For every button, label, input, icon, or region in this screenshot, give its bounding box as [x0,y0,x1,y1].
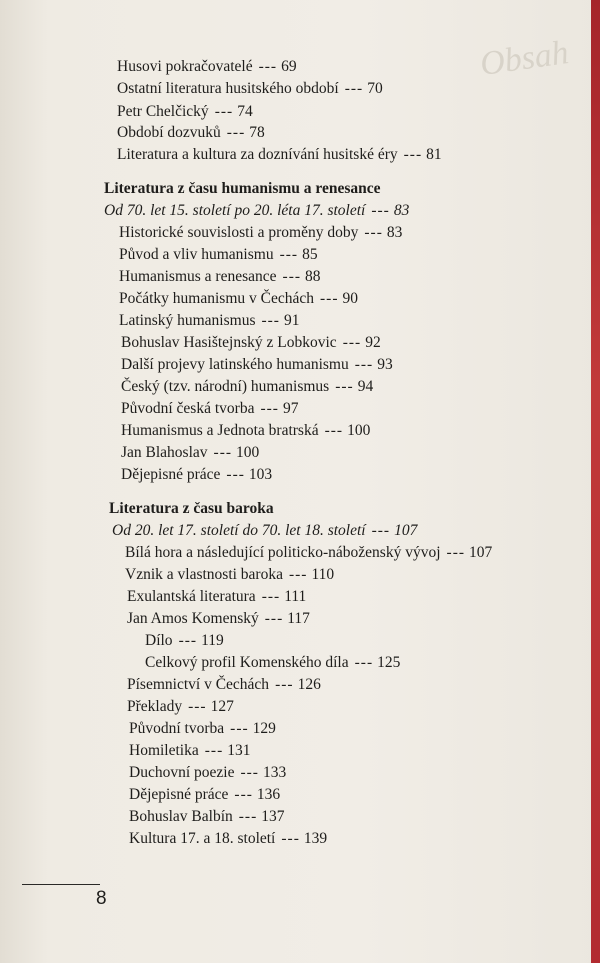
toc-leader: --- [264,610,284,627]
toc-entry [119,268,321,286]
toc-entry [145,632,224,650]
toc-leader: --- [320,290,339,307]
toc-section-heading [109,500,274,518]
toc-page-number: 131 [227,742,251,759]
toc-section-period [112,522,417,540]
toc-entry-title: Latinský humanismus [119,312,256,329]
toc-entry-title: Bohuslav Hasištejnský z Lobkovic [121,334,337,351]
toc-leader: --- [288,566,308,583]
toc-entry [121,422,370,440]
toc-entry-title: Období dozvuků [117,124,221,141]
toc-entry-title: Petr Chelčický [117,103,209,120]
toc-page-number: 110 [311,566,335,583]
toc-entry [121,356,393,374]
toc-entry-title: Literatura z času baroka [109,500,274,517]
toc-leader: --- [213,444,233,461]
toc-entry-title: Jan Amos Komenský [127,610,259,627]
toc-page-number: 107 [469,544,493,561]
toc-leader: --- [275,676,294,693]
toc-page-number: 117 [287,610,310,627]
toc-leader: --- [364,224,383,241]
toc-leader: --- [342,334,362,351]
toc-leader: --- [279,246,299,263]
toc-entry-title: Další projevy latinského humanismu [121,356,349,373]
toc-leader: --- [204,742,224,759]
toc-leader: --- [261,588,281,605]
toc-entry-title: Homiletika [129,742,199,759]
toc-entry [127,676,321,694]
toc-leader: --- [214,103,234,120]
toc-entry-title: Překlady [127,698,183,715]
toc-leader: --- [226,466,245,483]
toc-entry-title: Duchovní poezie [129,764,235,781]
toc-leader: --- [282,268,302,285]
toc-leader: --- [230,720,249,737]
toc-entry-title: Bílá hora a následující politicko-náboženský vývoj [125,544,441,561]
toc-leader: --- [178,632,198,649]
toc-entry-title: Od 70. let 15. století po 20. léta 17. století [104,202,366,219]
footer-rule [22,884,100,885]
toc-page-number: 136 [256,786,281,803]
toc-page-number: 93 [377,356,393,373]
toc-page-number: 100 [236,444,260,461]
toc-entry [119,246,318,264]
toc-entry [127,610,310,628]
toc-entry-title: Ostatní literatura husitského období [117,80,339,97]
toc-entry [125,566,334,584]
toc-entry-title: Dějepisné práce [129,786,229,803]
toc-page-number: 133 [262,764,287,781]
toc-entry-title: Vznik a vlastnosti baroka [125,566,283,583]
toc-entry [129,830,327,848]
toc-leader: --- [354,654,374,671]
bleed-through-ghost-text: Obsah [477,34,571,84]
toc-leader: --- [188,698,207,715]
toc-page-number: 119 [201,632,224,649]
toc-page-number: 107 [394,522,418,539]
toc-page-number: 111 [284,588,307,605]
toc-leader: --- [403,146,423,163]
toc-entry-title: Celkový profil Komenského díla [145,654,349,671]
toc-section-period [104,202,409,220]
toc-entry-title: Písemnictví v Čechách [127,676,270,693]
toc-entry [127,588,306,606]
toc-entry [129,764,286,782]
toc-entry-title: Humanismus a renesance [119,268,277,285]
toc-page-number: 94 [357,378,374,395]
toc-page-number: 129 [252,720,276,737]
toc-leader: --- [354,356,374,373]
toc-leader: --- [260,400,279,417]
toc-leader: --- [371,522,391,539]
toc-entry-title: Bohuslav Balbín [129,808,233,825]
toc-page-number: 81 [426,146,442,163]
toc-entry-title: Literatura a kultura za doznívání husitské éry [117,146,398,163]
toc-entry-title: Dílo [145,632,173,649]
toc-entry-title: Husovi pokračovatelé [117,58,253,75]
toc-page-number: 103 [248,466,273,483]
page-number: 8 [96,888,107,909]
toc-entry [121,444,259,462]
toc-page-number: 85 [302,246,318,263]
toc-entry-title: Dějepisné práce [121,466,221,483]
toc-leader: --- [234,786,253,803]
toc-page-number: 78 [249,124,265,141]
toc-page-number: 70 [367,80,383,97]
toc-page-number: 127 [210,698,234,715]
toc-page-number: 92 [365,334,381,351]
toc-entry-title: Historické souvislosti a proměny doby [119,224,359,241]
toc-leader: --- [371,202,390,219]
toc-entry [119,312,299,330]
toc-entry [117,80,383,98]
toc-page-number: 126 [297,676,321,693]
toc-entry [119,290,358,308]
toc-entry [129,786,280,804]
toc-page-number: 100 [347,422,371,439]
toc-leader: --- [324,422,344,439]
toc-leader: --- [446,544,466,561]
toc-page-number: 125 [377,654,401,671]
toc-entry-title: Původní tvorba [129,720,225,737]
toc-entry [119,224,402,242]
toc-leader: --- [238,808,258,825]
toc-entry [125,544,492,562]
toc-entry [129,720,276,738]
toc-entry-title: Jan Blahoslav [121,444,208,461]
toc-leader: --- [281,830,300,847]
toc-entry [121,334,381,352]
toc-leader: --- [226,124,246,141]
toc-entry-title: Kultura 17. a 18. století [129,830,276,847]
toc-entry [117,124,265,142]
toc-entry [117,103,253,121]
toc-entry [117,146,442,164]
toc-page-number: 88 [305,268,321,285]
toc-entry [117,58,297,76]
toc-entry [127,698,234,716]
toc-entry [129,742,251,760]
toc-entry-title: Od 20. let 17. století do 70. let 18. století [112,522,366,539]
toc-entry [121,400,298,418]
toc-page-number: 139 [303,830,328,847]
toc-entry-title: Literatura z času humanismu a renesance [104,180,381,197]
toc-leader: --- [258,58,278,75]
toc-leader: --- [240,764,259,781]
toc-page-number: 97 [282,400,299,417]
toc-entry [129,808,285,826]
toc-entry-title: Humanismus a Jednota bratrská [121,422,319,439]
toc-entry-title: Exulantská literatura [127,588,256,605]
toc-leader: --- [335,378,354,395]
toc-leader: --- [261,312,280,329]
toc-entry [121,378,373,396]
toc-entry-title: Původní česká tvorba [121,400,255,417]
toc-page-number: 91 [283,312,300,329]
toc-entry [121,466,272,484]
toc-page-number: 83 [393,202,410,219]
toc-leader: --- [344,80,364,97]
toc-page-number: 69 [281,58,297,75]
toc-entry-title: Počátky humanismu v Čechách [119,290,314,307]
toc-page-number: 90 [342,290,358,307]
toc-page-number: 83 [386,224,403,241]
toc-entry-title: Český (tzv. národní) humanismus [121,378,330,395]
toc-entry [145,654,400,672]
toc-page-number: 137 [261,808,285,825]
toc-page-number: 74 [237,103,253,120]
toc-section-heading [104,180,381,198]
toc-entry-title: Původ a vliv humanismu [119,246,274,263]
